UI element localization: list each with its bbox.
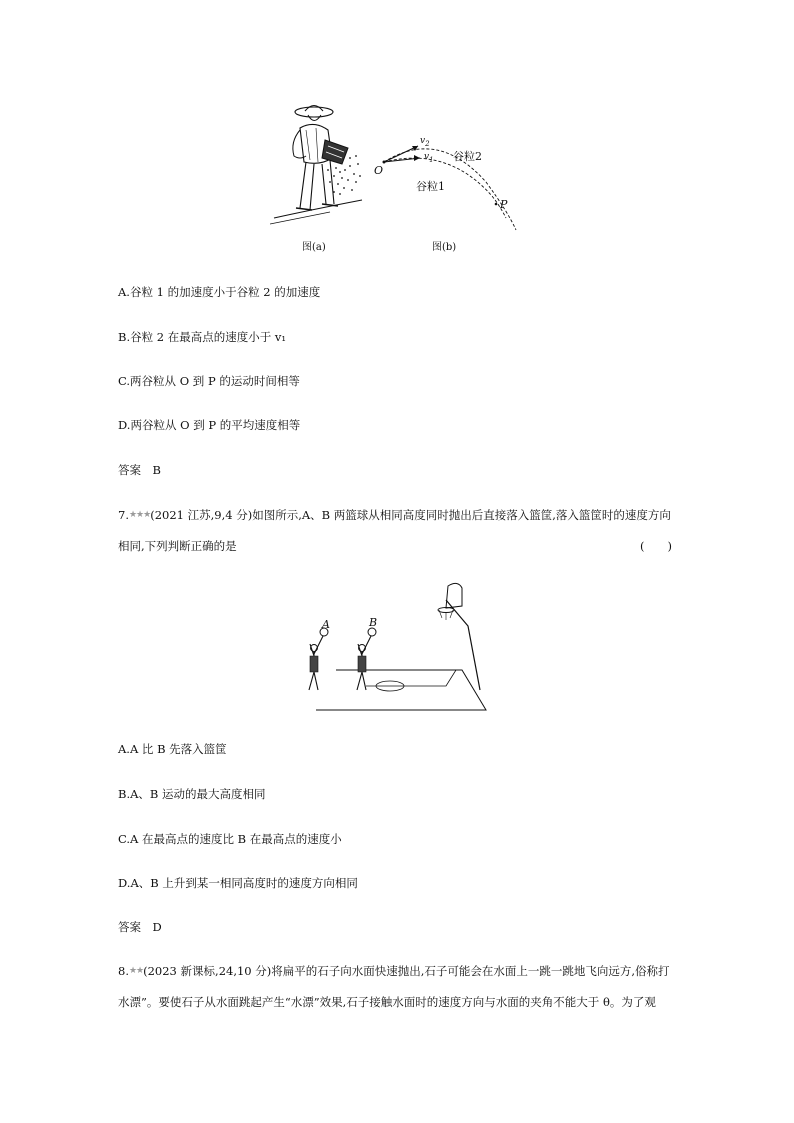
figure-b-trajectory-diagram — [368, 132, 528, 232]
q7-answer-paren: ( ) — [640, 539, 672, 553]
v1-label: $v_1$ — [424, 152, 434, 164]
q6-option-a: A.谷粒 1 的加速度小于谷粒 2 的加速度 — [118, 285, 321, 299]
grain2-label: 谷粒2 — [453, 150, 482, 163]
q7-option-a: A.A 比 B 先落入篮筐 — [118, 742, 227, 756]
figure-a-caption: 图(a) — [302, 242, 326, 253]
q7-option-c: C.A 在最高点的速度比 B 在最高点的速度小 — [118, 832, 342, 846]
trajectory-grain-1 — [384, 158, 506, 218]
v2-label: $v_2$ — [420, 136, 430, 148]
q8-stem-line-2: 水漂”。要使石子从水面跳起产生“水漂”效果,石子接触水面时的速度方向与水面的夹角不能大于 θ。为了观 — [118, 995, 656, 1009]
q7-option-d: D.A、B 上升到某一相同高度时的速度方向相同 — [118, 876, 358, 890]
point-p-label: P — [500, 198, 508, 211]
ball-a-label: A — [322, 618, 330, 631]
figure-a-farmer-illustration — [270, 100, 370, 228]
difficulty-stars: ★★ — [128, 966, 144, 976]
q6-option-b: B.谷粒 2 在最高点的速度小于 v₁ — [118, 330, 286, 344]
trajectory-grain-2 — [384, 149, 516, 230]
ball-b — [368, 628, 376, 636]
basketball-court-figure — [296, 580, 496, 714]
difficulty-stars: ★★★ — [128, 510, 151, 520]
q6-option-d: D.两谷粒从 O 到 P 的平均速度相等 — [118, 418, 301, 432]
q6-answer: 答案 B — [118, 463, 161, 477]
ball-b-label: B — [369, 616, 378, 629]
origin-label: O — [374, 164, 384, 177]
q7-answer: 答案 D — [118, 920, 162, 934]
grain1-label: 谷粒1 — [416, 180, 445, 193]
q7-stem-line-2: 相同,下列判断正确的是 — [118, 539, 237, 553]
figure-b-caption: 图(b) — [432, 242, 457, 253]
q7-option-b: B.A、B 运动的最大高度相同 — [118, 787, 266, 801]
q7-stem-line-1: 7.★★★(2021 江苏,9,4 分)如图所示,A、B 两篮球从相同高度同时抛出后直接落入篮筐,落入篮筐时的速度方向 — [118, 508, 671, 522]
q8-stem-line-1: 8.★★(2023 新课标,24,10 分)将扁平的石子向水面快速抛出,石子可能会在水面上一跳一跳地飞向远方,俗称打 — [118, 964, 670, 978]
q6-option-c: C.两谷粒从 O 到 P 的运动时间相等 — [118, 374, 300, 388]
